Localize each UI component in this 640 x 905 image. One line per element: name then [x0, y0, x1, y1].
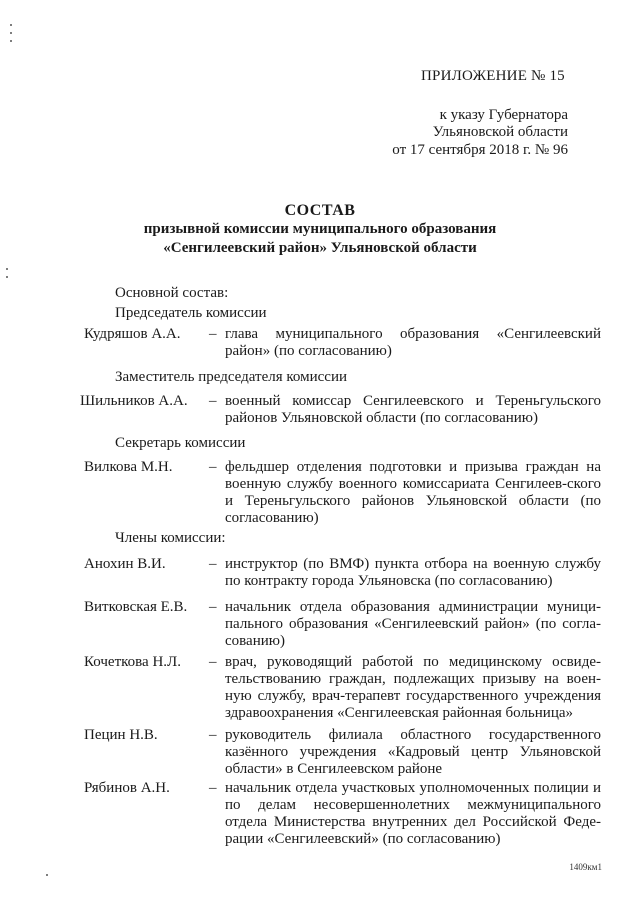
dash: – [209, 393, 217, 409]
document-stamp: 1409км1 [569, 862, 602, 872]
section-members: Члены комиссии: [115, 530, 226, 546]
dash: – [209, 326, 217, 342]
section-main: Основной состав: [115, 285, 229, 301]
scan-mark [10, 24, 12, 26]
dash: – [209, 599, 217, 615]
member-position: фельдшер отделения подготовки и призыва граждан на военную службу военного комиссариата Сенгилеев-ского и Тереньгульского районов Ульяновской области (по согласованию) [225, 459, 601, 526]
section-deputy: Заместитель председателя комиссии [115, 369, 348, 385]
dash: – [209, 727, 217, 743]
dash: – [209, 780, 217, 796]
section-chairman: Председатель комиссии [115, 305, 267, 321]
section-secretary: Секретарь комиссии [115, 435, 246, 451]
member-name: Анохин В.И. [84, 556, 166, 572]
member-name: Шильников А.А. [80, 393, 188, 409]
member-name: Вилкова М.Н. [84, 459, 173, 475]
member-position: врач, руководящий работой по медицинскому освиде-тельствованию граждан, подлежащих призыву на воен-ную службу, врач-терапевт государственного учреждения здравоохранения «Сенгилеевская районная больница» [225, 654, 601, 721]
member-position: начальник отдела участковых уполномоченных полиции и по делам несовершеннолетних межмуниципального отдела Министерства внутренних дел Российской Феде-рации «Сенгилеевский» (по согласованию) [225, 780, 601, 847]
member-name: Кочеткова Н.Л. [84, 654, 181, 670]
dash: – [209, 654, 217, 670]
title-subline-2: «Сенгилеевский район» Ульяновской области [163, 240, 477, 256]
scan-mark [6, 276, 8, 278]
member-position: военный комиссар Сенгилеевского и Тереньгульского районов Ульяновской области (по согласованию) [225, 393, 601, 426]
scan-mark [46, 874, 48, 876]
dash: – [209, 459, 217, 475]
title-subline-1: призывной комиссии муниципального образования [143, 221, 497, 237]
member-name: Витковская Е.В. [84, 599, 188, 615]
member-position: начальник отдела образования администрации муници-пального образования «Сенгилеевский район» (по согла-сованию) [225, 599, 601, 649]
scan-mark [10, 40, 12, 42]
document-title: СОСТАВ [284, 202, 356, 219]
dash: – [209, 556, 217, 572]
decree-line-3: от 17 сентября 2018 г. № 96 [392, 142, 568, 158]
member-name: Рябинов А.Н. [84, 780, 170, 796]
scan-mark [6, 268, 8, 270]
appendix-number: ПРИЛОЖЕНИЕ № 15 [421, 68, 565, 84]
decree-line-2: Ульяновской области [432, 124, 568, 140]
member-position: инструктор (по ВМФ) пункта отбора на военную службу по контракту города Ульяновска (по согласованию) [225, 556, 601, 589]
member-name: Пецин Н.В. [84, 727, 158, 743]
member-name: Кудряшов А.А. [84, 326, 181, 342]
member-position: глава муниципального образования «Сенгилеевский район» (по согласованию) [225, 326, 601, 359]
scan-mark [10, 32, 12, 34]
member-position: руководитель филиала областного государственного казённого учреждения «Кадровый центр Ульяновской области» в Сенгилеевском районе [225, 727, 601, 777]
decree-line-1: к указу Губернатора [439, 107, 568, 123]
